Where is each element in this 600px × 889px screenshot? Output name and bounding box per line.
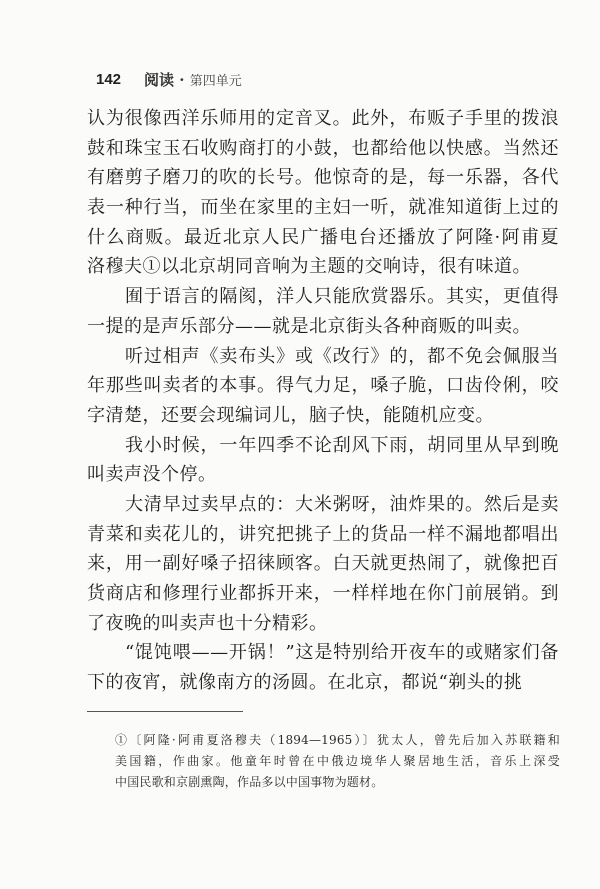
paragraph-2-line: 囿于语言的隔阂，洋人只能欣赏器乐。其实，更值得 — [125, 286, 559, 308]
paragraph-1-line: 鼓和珠宝玉石收购商打的小鼓，也都给他以快感。当然还 — [87, 137, 559, 159]
paragraph-6-line: 下的夜宵，就像南方的汤圆。在北京，都说“剃头的挑 — [87, 672, 523, 694]
paragraph-3-line: 听过相声《卖布头》或《改行》的，都不免会佩服当 — [125, 345, 559, 367]
paragraph-3-line: 字清楚，还要会现编词儿，脑子快，能随机应变。 — [87, 404, 494, 426]
paragraph-1-line: 什么商贩。最近北京人民广播电台还播放了阿隆·阿甫夏 — [87, 226, 559, 248]
footnote-line: 中国民歌和京剧熏陶，作品多以中国事物为题材。 — [115, 775, 384, 789]
paragraph-2-line: 一提的是声乐部分——就是北京街头各种商贩的叫卖。 — [87, 315, 531, 337]
unit-title: 第四单元 — [189, 73, 242, 89]
running-title — [144, 69, 242, 90]
paragraph-1-line: 表一种行当，而坐在家里的主妇一听，就准知道街上过的 — [87, 197, 559, 219]
footnote-line: ①〔阿隆·阿甫夏洛穆夫（1894—1965）〕犹太人，曾先后加入苏联籍和 — [115, 733, 560, 747]
paragraph-6-line: “馄饨喂——开锅！”这是特别给开夜车的或赌家们备 — [125, 642, 559, 664]
paragraph-5-line: 货商店和修理行业都拆开来，一样样地在你门前展销。到 — [87, 583, 559, 604]
paragraph-5-line: 来，用一副好嗓子招徕顾客。白天就更热闹了，就像把百 — [87, 553, 559, 575]
paragraph-1-line: 洛穆夫①以北京胡同音响为主题的交响诗，很有味道。 — [87, 256, 531, 278]
footnote — [115, 730, 560, 793]
paragraph-3-line: 年那些叫卖者的本事。得气力足，嗓子脆，口齿伶俐，咬 — [87, 375, 559, 397]
paragraph-1-line: 有磨剪子磨刀的吹的长号。他惊奇的是，每一乐器，各代 — [87, 167, 559, 189]
paragraph-1-line: 认为很像西洋乐师用的定音叉。此外，布贩子手里的拨浪 — [87, 108, 559, 129]
footnote-divider — [87, 711, 243, 712]
section-title: 阅读 — [144, 70, 175, 89]
page-header — [96, 68, 242, 90]
paragraph-5-line: 了夜晚的叫卖声也十分精彩。 — [87, 612, 328, 634]
paragraph-4-line: 叫卖声没个停。 — [87, 464, 217, 486]
title-separator: · — [179, 70, 185, 89]
paragraph-4-line: 我小时候，一年四季不论刮风下雨，胡同里从早到晚 — [125, 434, 559, 456]
paragraph-5-line: 大清早过卖早点的：大米粥呀，油炸果的。然后是卖 — [125, 493, 559, 515]
paragraph-5-line: 青菜和卖花儿的，讲究把挑子上的货品一样不漏地都唱出 — [87, 523, 559, 545]
body-text — [87, 104, 559, 698]
page-number: 142 — [96, 70, 122, 88]
footnote-line: 美国籍，作曲家。他童年时曾在中俄边境华人聚居地生活，音乐上深受 — [115, 754, 560, 768]
